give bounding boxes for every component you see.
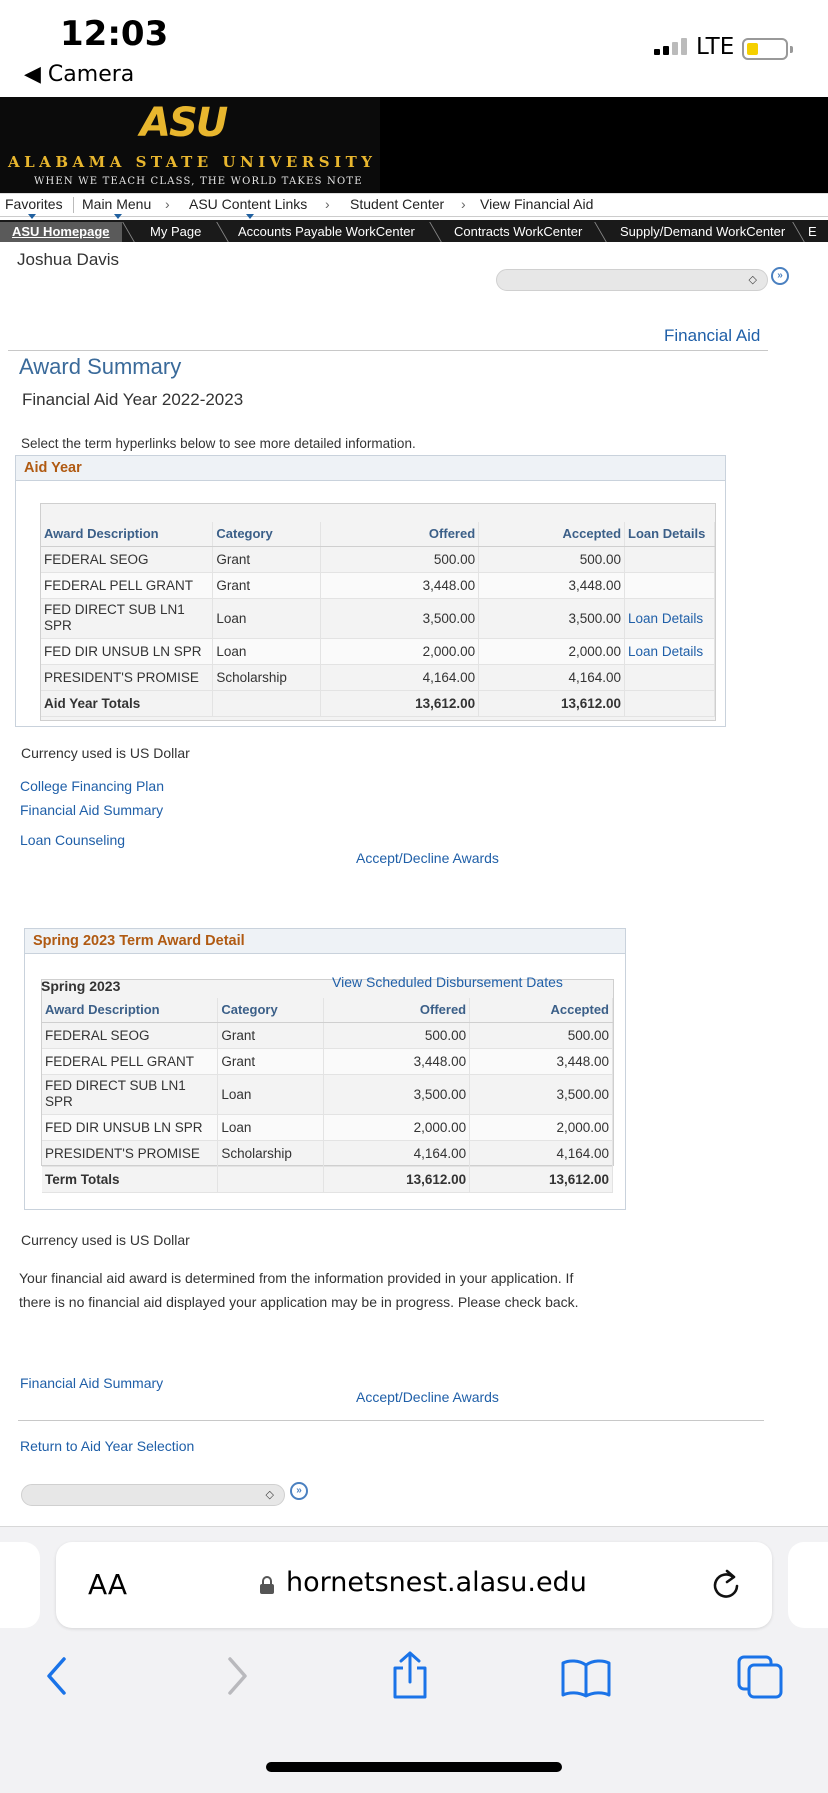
navigation-select-bottom[interactable] xyxy=(21,1484,285,1506)
previous-tab-card[interactable] xyxy=(0,1542,40,1628)
totals-row: Aid Year Totals 13,612.00 13,612.00 xyxy=(41,690,715,716)
return-aid-year-link[interactable]: Return to Aid Year Selection xyxy=(20,1438,195,1454)
favorites-menu[interactable]: Favorites xyxy=(5,196,63,212)
term-name: Spring 2023 xyxy=(41,978,121,994)
college-financing-plan-link[interactable]: College Financing Plan xyxy=(20,778,164,794)
col-offered: Offered xyxy=(324,998,470,1022)
loan-counseling-link[interactable]: Loan Counseling xyxy=(20,832,126,848)
home-indicator xyxy=(266,1762,562,1772)
col-award-description: Award Description xyxy=(41,522,213,546)
instruction-text: Select the term hyperlinks below to see more detailed information. xyxy=(21,436,416,451)
asu-content-links[interactable]: ASU Content Links xyxy=(189,196,308,212)
forward-icon[interactable] xyxy=(224,1656,250,1696)
reader-settings-button[interactable]: AA xyxy=(88,1568,128,1601)
financial-aid-summary-link[interactable]: Financial Aid Summary xyxy=(20,802,164,818)
battery-icon xyxy=(742,38,788,60)
lock-icon xyxy=(259,1575,275,1595)
back-to-camera-link[interactable]: ◀ Camera xyxy=(24,62,135,87)
col-award-description: Award Description xyxy=(42,998,218,1022)
next-tab-card[interactable] xyxy=(788,1542,828,1628)
col-loan-details: Loan Details xyxy=(625,522,715,546)
term-detail-heading: Spring 2023 Term Award Detail xyxy=(25,929,625,954)
navigation-select[interactable] xyxy=(496,269,768,291)
currency-note-term: Currency used is US Dollar xyxy=(21,1232,190,1248)
aid-year-table xyxy=(41,522,715,717)
term-detail-table xyxy=(42,998,613,1193)
back-app-label: Camera xyxy=(47,62,135,87)
col-accepted: Accepted xyxy=(470,998,613,1022)
university-tagline: WHEN WE TEACH CLASS, THE WORLD TAKES NOTE xyxy=(34,176,363,187)
table-row: FEDERAL SEOG Grant 500.00 500.00 xyxy=(42,1022,613,1048)
select-arrows-icon: ◇ xyxy=(265,1489,274,1501)
chevron-down-icon xyxy=(246,214,254,219)
go-button[interactable]: » xyxy=(290,1482,308,1500)
table-row: FEDERAL PELL GRANT Grant 3,448.00 3,448.00 xyxy=(41,572,715,598)
table-row: PRESIDENT'S PROMISE Scholarship 4,164.00 4,164.00 xyxy=(41,664,715,690)
share-icon[interactable] xyxy=(388,1650,432,1700)
aid-year-heading: Aid Year xyxy=(16,456,725,481)
view-disbursement-dates-link[interactable]: View Scheduled Disbursement Dates xyxy=(332,974,563,990)
student-center-link[interactable]: Student Center xyxy=(350,196,445,212)
loan-details-link[interactable]: Loan Details xyxy=(625,598,715,638)
tab-accounts-payable[interactable]: Accounts Payable WorkCenter xyxy=(238,224,415,239)
go-button[interactable]: » xyxy=(771,267,789,285)
chevron-down-icon xyxy=(28,214,36,219)
url-text: hornetsnest.alasu.edu xyxy=(286,1567,587,1598)
asu-logo: ASU xyxy=(140,100,227,146)
bookmarks-icon[interactable] xyxy=(560,1658,612,1698)
loan-details-link[interactable]: Loan Details xyxy=(625,638,715,664)
currency-note: Currency used is US Dollar xyxy=(21,745,190,761)
table-row: FED DIRECT SUB LN1 SPR Loan 3,500.00 3,500.00 Loan Details xyxy=(41,598,715,638)
tab-supply-demand[interactable]: Supply/Demand WorkCenter xyxy=(620,224,786,239)
col-accepted: Accepted xyxy=(479,522,625,546)
table-row: FEDERAL SEOG Grant 500.00 500.00 xyxy=(41,546,715,572)
financial-aid-link[interactable]: Financial Aid xyxy=(664,326,761,345)
main-menu[interactable]: Main Menu xyxy=(82,196,152,212)
aid-year-subtitle: Financial Aid Year 2022-2023 xyxy=(22,390,244,409)
chevron-down-icon xyxy=(114,214,122,219)
table-row: FED DIRECT SUB LN1 SPR Loan 3,500.00 3,500.00 xyxy=(42,1074,613,1114)
divider xyxy=(18,1420,764,1421)
university-name: ALABAMA STATE UNIVERSITY xyxy=(8,153,377,171)
award-note: Your financial aid award is determined from the information provided in your application. If there is no financial aid displayed your application may be in progress. Please check back. xyxy=(19,1270,579,1310)
divider xyxy=(8,350,768,351)
reload-icon[interactable] xyxy=(710,1568,742,1602)
tab-overflow[interactable]: E xyxy=(808,224,817,239)
breadcrumb: Favorites Main Menu › ASU Content Links › Student Center › View Financial Aid xyxy=(0,193,828,217)
table-row: PRESIDENT'S PROMISE Scholarship 4,164.00 4,164.00 xyxy=(42,1140,613,1166)
col-offered: Offered xyxy=(321,522,479,546)
back-icon[interactable] xyxy=(44,1656,70,1696)
accept-decline-awards-link[interactable]: Accept/Decline Awards xyxy=(356,1389,499,1405)
financial-aid-summary-link[interactable]: Financial Aid Summary xyxy=(20,1375,164,1391)
tab-contracts[interactable]: Contracts WorkCenter xyxy=(454,224,583,239)
view-financial-aid-link[interactable]: View Financial Aid xyxy=(480,196,594,212)
totals-row: Term Totals 13,612.00 13,612.00 xyxy=(42,1166,613,1192)
tab-my-page[interactable]: My Page xyxy=(150,224,202,239)
col-category: Category xyxy=(218,998,324,1022)
tab-asu-homepage[interactable]: ASU Homepage xyxy=(0,222,122,242)
table-row: FED DIR UNSUB LN SPR Loan 2,000.00 2,000.00 xyxy=(42,1114,613,1140)
status-time: 12:03 xyxy=(60,14,169,54)
select-arrows-icon: ◇ xyxy=(748,274,757,286)
signal-icon xyxy=(654,38,687,55)
accept-decline-awards-link[interactable]: Accept/Decline Awards xyxy=(356,850,499,866)
table-row: FED DIR UNSUB LN SPR Loan 2,000.00 2,000.00 Loan Details xyxy=(41,638,715,664)
user-name: Joshua Davis xyxy=(17,250,120,269)
page-title: Award Summary xyxy=(19,354,182,379)
col-category: Category xyxy=(213,522,321,546)
tabs-icon[interactable] xyxy=(736,1654,784,1700)
table-row: FEDERAL PELL GRANT Grant 3,448.00 3,448.00 xyxy=(42,1048,613,1074)
network-label: LTE xyxy=(696,34,735,60)
